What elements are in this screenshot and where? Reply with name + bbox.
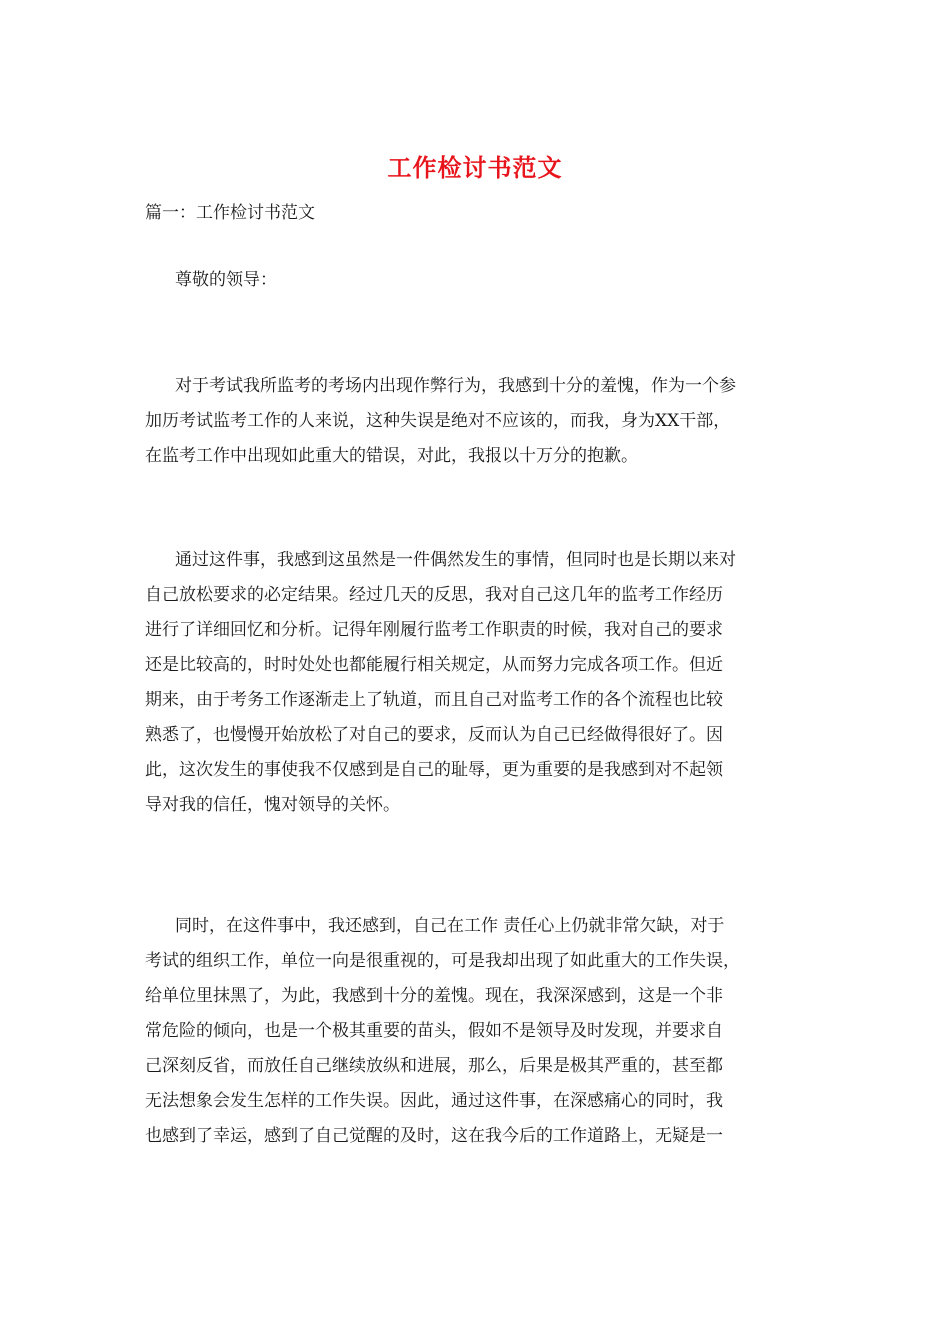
paragraph-line: 通过这件事，我感到这虽然是一件偶然发生的事情，但同时也是长期以来对 — [175, 550, 736, 570]
paragraph-line: 无法想象会发生怎样的工作失误。因此，通过这件事，在深感痛心的同时，我 — [145, 1091, 723, 1111]
paragraph-line: 己深刻反省，而放任自己继续放纵和进展，那么，后果是极其严重的，甚至都 — [145, 1056, 723, 1076]
paragraph-line: 期来，由于考务工作逐渐走上了轨道，而且自己对监考工作的各个流程也比较 — [145, 690, 723, 710]
paragraph-line: 还是比较高的，时时处处也都能履行相关规定，从而努力完成各项工作。但近 — [145, 655, 723, 675]
salutation: 尊敬的领导： — [175, 270, 277, 290]
document-title: 工作检讨书范文 — [387, 153, 563, 182]
paragraph-1 — [145, 369, 805, 474]
paragraph-line: 给单位里抹黑了，为此，我感到十分的羞愧。现在，我深深感到，这是一个非 — [145, 986, 723, 1006]
paragraph-line: 常危险的倾向，也是一个极其重要的苗头，假如不是领导及时发现，并要求自 — [145, 1021, 723, 1041]
paragraph-line: 在监考工作中出现如此重大的错误，对此，我报以十万分的抱歉。 — [145, 446, 638, 466]
paragraph-line: 同时，在这件事中，我还感到，自己在工作 责任心上仍就非常欠缺，对于 — [175, 916, 725, 936]
paragraph-line: 对于考试我所监考的考场内出现作弊行为，我感到十分的羞愧，作为一个参 — [175, 376, 736, 396]
paragraph-line: 此，这次发生的事使我不仅感到是自己的耻辱，更为重要的是我感到对不起领 — [145, 760, 723, 780]
paragraph-line: 考试的组织工作，单位一向是很重视的，可是我却出现了如此重大的工作失误， — [145, 951, 740, 971]
paragraph-3 — [145, 909, 805, 1154]
paragraph-2 — [145, 543, 805, 823]
paragraph-line: 自己放松要求的必定结果。经过几天的反思，我对自己这几年的监考工作经历 — [145, 585, 723, 605]
section-heading: 篇一：工作检讨书范文 — [145, 203, 315, 223]
paragraph-line: 加历考试监考工作的人来说，这种失误是绝对不应该的，而我，身为XX干部， — [145, 411, 731, 431]
paragraph-line: 进行了详细回忆和分析。记得年刚履行监考工作职责的时候，我对自己的要求 — [145, 620, 723, 640]
paragraph-line: 也感到了幸运，感到了自己觉醒的及时，这在我今后的工作道路上，无疑是一 — [145, 1126, 723, 1146]
paragraph-line: 熟悉了，也慢慢开始放松了对自己的要求，反而认为自己已经做得很好了。因 — [145, 725, 723, 745]
paragraph-line: 导对我的信任，愧对领导的关怀。 — [145, 795, 400, 815]
